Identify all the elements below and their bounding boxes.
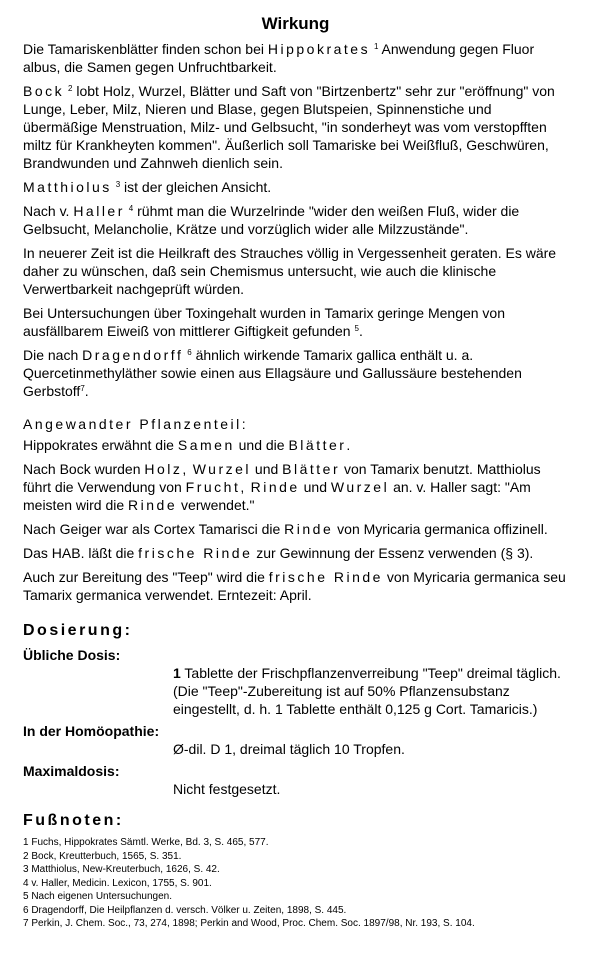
author-name: Dragendorff xyxy=(82,347,184,363)
text: Hippokrates erwähnt die xyxy=(23,437,178,453)
text: Anwendung gegen Fluor albus, die Samen gegen Unfruchtbarkeit. xyxy=(23,41,535,75)
text: Auch zur Bereitung des "Teep" wird die xyxy=(23,569,269,585)
footnote-ref: 7 xyxy=(80,384,85,393)
dosis-text-homoeopathie: Ø-dil. D 1, dreimal täglich 10 Tropfen. xyxy=(173,741,405,757)
emphasis: Blätter xyxy=(288,437,347,453)
footnote-list xyxy=(23,836,568,931)
emphasis: Samen xyxy=(177,437,235,453)
text: Tablette der Frischpflanzenverreibung "Teep" dreimal täglich. (Die "Teep"-Zubereitung ist auf 50% Pflanzensubstanz eingestellt, d. h. 1 Tablette enthält 0,125 g Cort. Tamaricis.) xyxy=(173,665,561,717)
dosis-label-ubliche: Übliche Dosis: xyxy=(23,647,121,663)
footnote-item: 1 Fuchs, Hippokrates Sämtl. Werke, Bd. 3, S. 465, 577. xyxy=(23,837,269,848)
text: ist der gleichen Ansicht. xyxy=(120,179,272,195)
emphasis: Wurzel xyxy=(192,461,252,477)
text: von Tamarix benutzt. Matthiolus führt die Verwendung von xyxy=(23,461,541,495)
paragraph-samen-blaetter xyxy=(23,436,568,454)
paragraph-dragendorff xyxy=(23,346,568,400)
text: von Myricaria germanica offizinell. xyxy=(333,521,548,537)
footnote-item: 2 Bock, Kreutterbuch, 1565, S. 351. xyxy=(23,850,182,862)
paragraph-toxingehalt xyxy=(23,304,568,340)
footnote-item: 7 Perkin, J. Chem. Soc., 73, 274, 1898; Perkin and Wood, Proc. Chem. Soc. 1897/98, Nr. 193, S. 104. xyxy=(23,918,475,929)
text: ähnlich wirkende Tamarix gallica enthält u. a. Quercetinmethyläther sowie einen aus Ellagsäure und Gallussäure bestehenden Gerbstoff xyxy=(23,347,522,399)
paragraph-geiger xyxy=(23,520,568,538)
paragraph-bock xyxy=(23,82,568,172)
dosis-text-maximal: Nicht festgesetzt. xyxy=(173,781,281,797)
text: lobt Holz, Wurzel, Blätter und Saft von "Birtzenbertz" sehr zur "eröffnung" von Lunge, Leber, Milz, Nieren und Blase, gegen Blutspeien, Spinnenstiche und übermäßige Menstruation, Milz- und Gelbsucht, "in sonderheyt was vom verstopfften miltz für Krankheyten kommen". Äußerlich soll Tamariske bei Weißfluß, Geschwüren, Brandwunden und Zahnweh dienlich sein. xyxy=(23,83,555,171)
section-heading-pflanzenteil: Angewandter Pflanzenteil: xyxy=(23,416,249,432)
text: . xyxy=(84,383,89,399)
text: Die nach xyxy=(23,347,83,363)
footnote-ref: 2 xyxy=(68,84,73,93)
emphasis: Rinde xyxy=(128,497,178,513)
text: Nach Bock wurden xyxy=(23,461,145,477)
footnote-item: 6 Dragendorff, Die Heilpflanzen d. versch. Völker u. Zeiten, 1898, S. 445. xyxy=(23,904,347,916)
text: und xyxy=(251,461,283,477)
dosis-label-maximal: Maximaldosis: xyxy=(23,763,120,779)
text: Nach v. xyxy=(23,203,74,219)
text: rühmt man die Wurzelrinde "wider den weißen Fluß, wider die Gelbsucht, Melancholie, Krätze und vorzüglich wider alle Milzzustände". xyxy=(23,203,520,237)
dosis-number: 1 xyxy=(173,665,181,681)
footnote-item: 5 Nach eigenen Untersuchungen. xyxy=(23,891,172,902)
footnote-ref: 6 xyxy=(187,348,192,357)
emphasis: Frucht, xyxy=(185,479,247,495)
paragraph-hippokrates xyxy=(23,40,568,76)
paragraph-teep xyxy=(23,568,568,604)
footnote-ref: 1 xyxy=(373,42,379,51)
paragraph-neuere-zeit: In neuerer Zeit ist die Heilkraft des Strauches völlig in Vergessenheit geraten. Es wäre daher zu wünschen, daß sein Chemismus untersucht, wie auch die klinische Verwertbarkeit nachgeprüft würden. xyxy=(23,245,557,297)
emphasis: frische Rinde xyxy=(138,545,253,561)
paragraph-haller xyxy=(23,202,568,238)
text: Das HAB. läßt die xyxy=(23,545,139,561)
footnote-ref: 3 xyxy=(115,180,121,189)
text: zur Gewinnung der Essenz verwenden (§ 3). xyxy=(252,545,534,561)
document-page xyxy=(23,14,568,931)
text: an. v. Haller sagt: "Am meisten wird die xyxy=(23,479,531,513)
paragraph-bock-teile xyxy=(23,460,568,514)
section-heading-fussnoten: Fußnoten: xyxy=(23,812,124,829)
paragraph-hab xyxy=(23,544,568,562)
emphasis: frische Rinde xyxy=(268,569,383,585)
text: Bei Untersuchungen über Toxingehalt wurden in Tamarix geringe Mengen von ausfällbarem Eiweiß von mittlerer Giftigkeit gefunden xyxy=(23,305,506,339)
footnote-ref: 5 xyxy=(354,324,359,333)
author-name: Haller xyxy=(73,203,125,219)
emphasis: Holz, xyxy=(144,461,189,477)
text: . xyxy=(346,437,351,453)
section-heading-dosierung: Dosierung: xyxy=(23,622,133,639)
text: und die xyxy=(234,437,289,453)
author-name: Bock xyxy=(23,83,65,99)
text: . xyxy=(358,323,363,339)
dosis-label-homoeopathie: In der Homöopathie: xyxy=(23,723,160,739)
emphasis: Rinde xyxy=(250,479,300,495)
text: Nach Geiger war als Cortex Tamarisci die xyxy=(23,521,285,537)
author-name: Matthiolus xyxy=(23,179,112,195)
footnote-item: 3 Matthiolus, New-Kreuterbuch, 1626, S. 42. xyxy=(23,864,220,875)
emphasis: Blätter xyxy=(282,461,341,477)
paragraph-matthiolus xyxy=(23,178,568,196)
dosis-text-ubliche xyxy=(173,664,568,718)
text: verwendet." xyxy=(177,497,255,513)
text: und xyxy=(299,479,331,495)
page-title: Wirkung xyxy=(261,14,330,33)
text: von Myricaria germanica seu Tamarix germanica verwendet. Erntezeit: April. xyxy=(23,569,566,603)
text: Die Tamariskenblätter finden schon bei xyxy=(23,41,268,57)
footnote-item: 4 v. Haller, Medicin. Lexicon, 1755, S. 901. xyxy=(23,877,212,889)
footnote-ref: 4 xyxy=(128,204,134,213)
emphasis: Wurzel xyxy=(330,479,390,495)
author-name: Hippokrates xyxy=(267,41,371,57)
emphasis: Rinde xyxy=(284,521,334,537)
